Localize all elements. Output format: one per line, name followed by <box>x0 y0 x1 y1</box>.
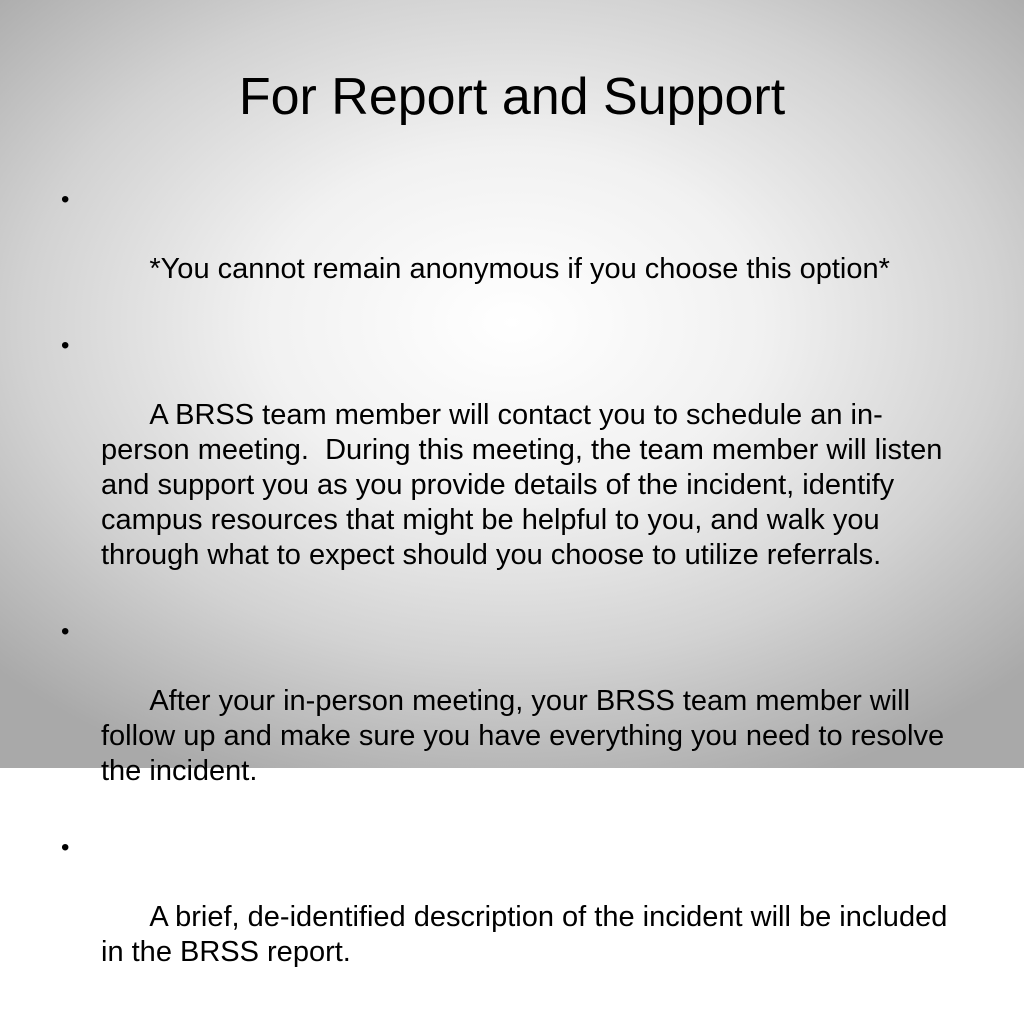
bullet-text: After your in-person meeting, your BRSS team member will follow up and make sure you have everything you need to resolve the incident. <box>101 685 953 787</box>
slide-title: For Report and Support <box>238 68 786 126</box>
bullet-text: *You cannot remain anonymous if you choose this option* <box>149 253 890 285</box>
bullet-list <box>58 182 968 1011</box>
bullet-text: A BRSS team member will contact you to schedule an in-person meeting. During this meeting, the team member will listen and support you as you provide details of the incident, identify campus resources that might be helpful to you, and walk you through what to expect should you choose to utilize referrals. <box>101 399 951 571</box>
bullet-item <box>58 182 968 322</box>
bullet-icon: • <box>61 834 70 861</box>
bullet-text: A brief, de-identified description of the incident will be included in the BRSS report. <box>101 901 956 968</box>
bullet-item <box>58 328 968 608</box>
bullet-icon: • <box>61 332 70 359</box>
bullet-icon: • <box>61 186 70 213</box>
bullet-icon: • <box>61 618 70 645</box>
bullet-item <box>58 614 968 824</box>
bullet-item <box>58 830 968 1005</box>
